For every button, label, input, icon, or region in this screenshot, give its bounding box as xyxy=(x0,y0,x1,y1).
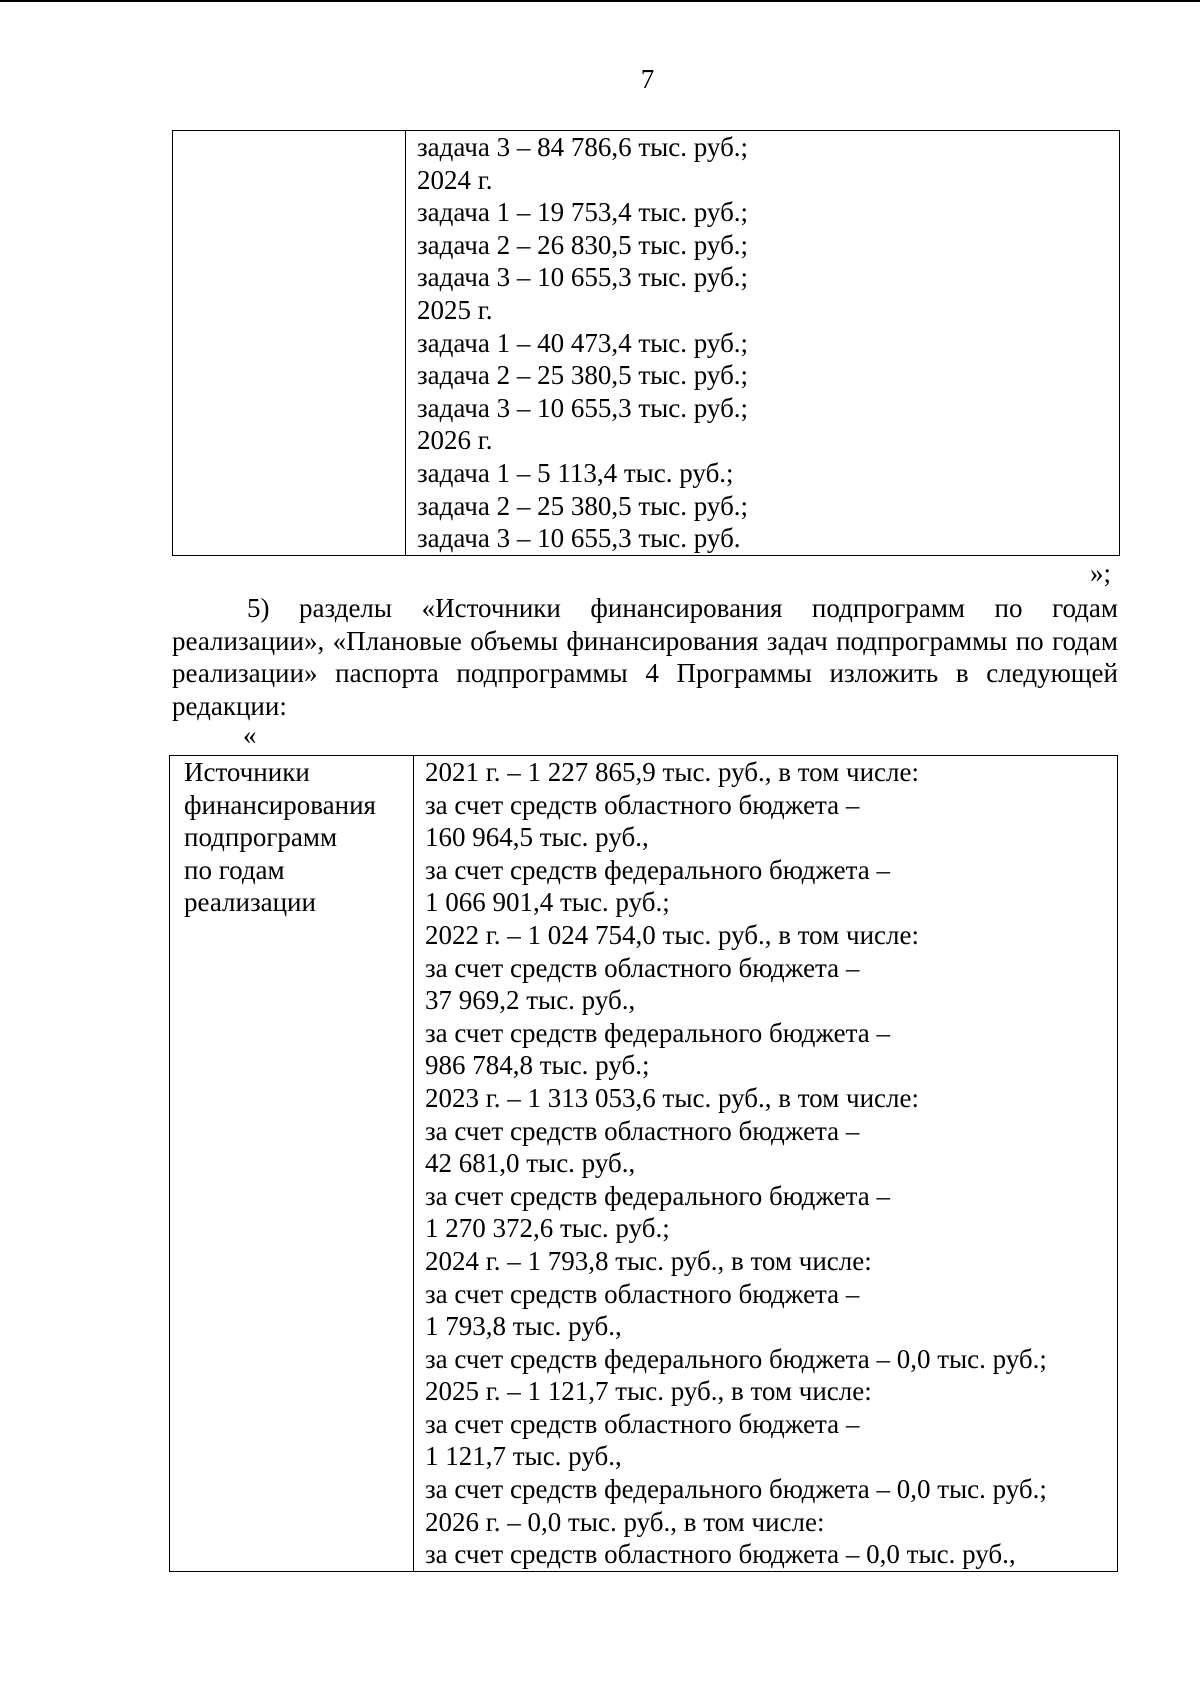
header-line: по годам xyxy=(184,854,285,885)
funding-sources-table xyxy=(169,755,1118,1572)
table-line: задача 2 – 25 380,5 тыс. руб.; xyxy=(417,490,749,521)
table-line: задача 1 – 40 473,4 тыс. руб.; xyxy=(417,327,749,358)
table-line: задача 2 – 25 380,5 тыс. руб.; xyxy=(417,360,749,391)
table-line: 986 784,8 тыс. руб.; xyxy=(425,1050,650,1081)
table-line: 2026 г. xyxy=(417,425,493,456)
table-line: задача 3 – 10 655,3 тыс. руб.; xyxy=(417,392,749,423)
header-line: финансирования xyxy=(184,789,376,820)
header-line: подпрограмм xyxy=(184,822,338,853)
amendment-paragraph-5: 5) разделы «Источники финансирования подпрограмм по годам реализации», «Плановые объемы финансирования задач подпрограммы по годам реализации» паспорта подпрограммы 4 Программы изложить в следующей редакции: xyxy=(172,593,1118,721)
table-header-cell xyxy=(170,756,414,1572)
table-line: 42 681,0 тыс. руб., xyxy=(425,1148,636,1179)
table-line: за счет средств федерального бюджета – xyxy=(425,854,890,885)
table-line: 1 793,8 тыс. руб., xyxy=(425,1311,622,1342)
table-line: за счет средств областного бюджета – xyxy=(425,1115,860,1146)
table-line: за счет средств федерального бюджета – xyxy=(425,1017,890,1048)
table-line: за счет средств областного бюджета – xyxy=(425,952,860,983)
table-line: за счет средств областного бюджета – xyxy=(425,1408,860,1439)
table-line: задача 3 – 84 786,6 тыс. руб.; xyxy=(417,132,749,162)
table-line: за счет средств федерального бюджета – xyxy=(425,1180,890,1211)
table-line: за счет средств федерального бюджета – 0,0 тыс. руб.; xyxy=(425,1474,1047,1505)
table-line: задача 3 – 10 655,3 тыс. руб.; xyxy=(417,262,749,293)
table-line: 2024 г. – 1 793,8 тыс. руб., в том числе: xyxy=(425,1245,872,1276)
table-line: 2024 г. xyxy=(417,164,493,195)
task-funding-table-continued xyxy=(172,130,1120,556)
table-line: задача 1 – 5 113,4 тыс. руб.; xyxy=(417,457,734,488)
table-line: 1 066 901,4 тыс. руб.; xyxy=(425,887,670,918)
table-line: за счет средств областного бюджета – xyxy=(425,1278,860,1309)
table-line: за счет средств областного бюджета – xyxy=(425,789,860,820)
table-line: 160 964,5 тыс. руб., xyxy=(425,822,649,853)
table-row xyxy=(170,756,1118,1572)
page-number: 7 xyxy=(640,64,655,94)
table-line: 2023 г. – 1 313 053,6 тыс. руб., в том числе: xyxy=(425,1082,919,1113)
table-line: 2025 г. xyxy=(417,294,493,325)
table-line: 2025 г. – 1 121,7 тыс. руб., в том числе: xyxy=(425,1376,872,1407)
table-line: 1 270 372,6 тыс. руб.; xyxy=(425,1213,670,1244)
table-line: за счет средств федерального бюджета – 0,0 тыс. руб.; xyxy=(425,1343,1047,1374)
table-right-cell xyxy=(406,131,1120,556)
closing-quote: »; xyxy=(1090,558,1112,588)
opening-quote: « xyxy=(243,720,257,750)
table-line: задача 2 – 26 830,5 тыс. руб.; xyxy=(417,229,749,260)
table-line: задача 1 – 19 753,4 тыс. руб.; xyxy=(417,197,749,228)
table-line: 2021 г. – 1 227 865,9 тыс. руб., в том числе: xyxy=(425,757,919,787)
table-line: за счет средств областного бюджета – 0,0 тыс. руб., xyxy=(425,1539,1016,1570)
table-value-cell xyxy=(414,756,1118,1572)
table-line: задача 3 – 10 655,3 тыс. руб. xyxy=(417,523,741,554)
table-line: 37 969,2 тыс. руб., xyxy=(425,985,636,1016)
table-line: 2022 г. – 1 024 754,0 тыс. руб., в том числе: xyxy=(425,919,919,950)
top-border-line xyxy=(0,0,1200,2)
header-line: реализации xyxy=(184,887,316,918)
table-line: 1 121,7 тыс. руб., xyxy=(425,1441,622,1472)
table-left-cell xyxy=(173,131,406,556)
table-row xyxy=(173,131,1120,556)
header-line: Источники xyxy=(184,757,310,787)
table-line: 2026 г. – 0,0 тыс. руб., в том числе: xyxy=(425,1506,825,1537)
